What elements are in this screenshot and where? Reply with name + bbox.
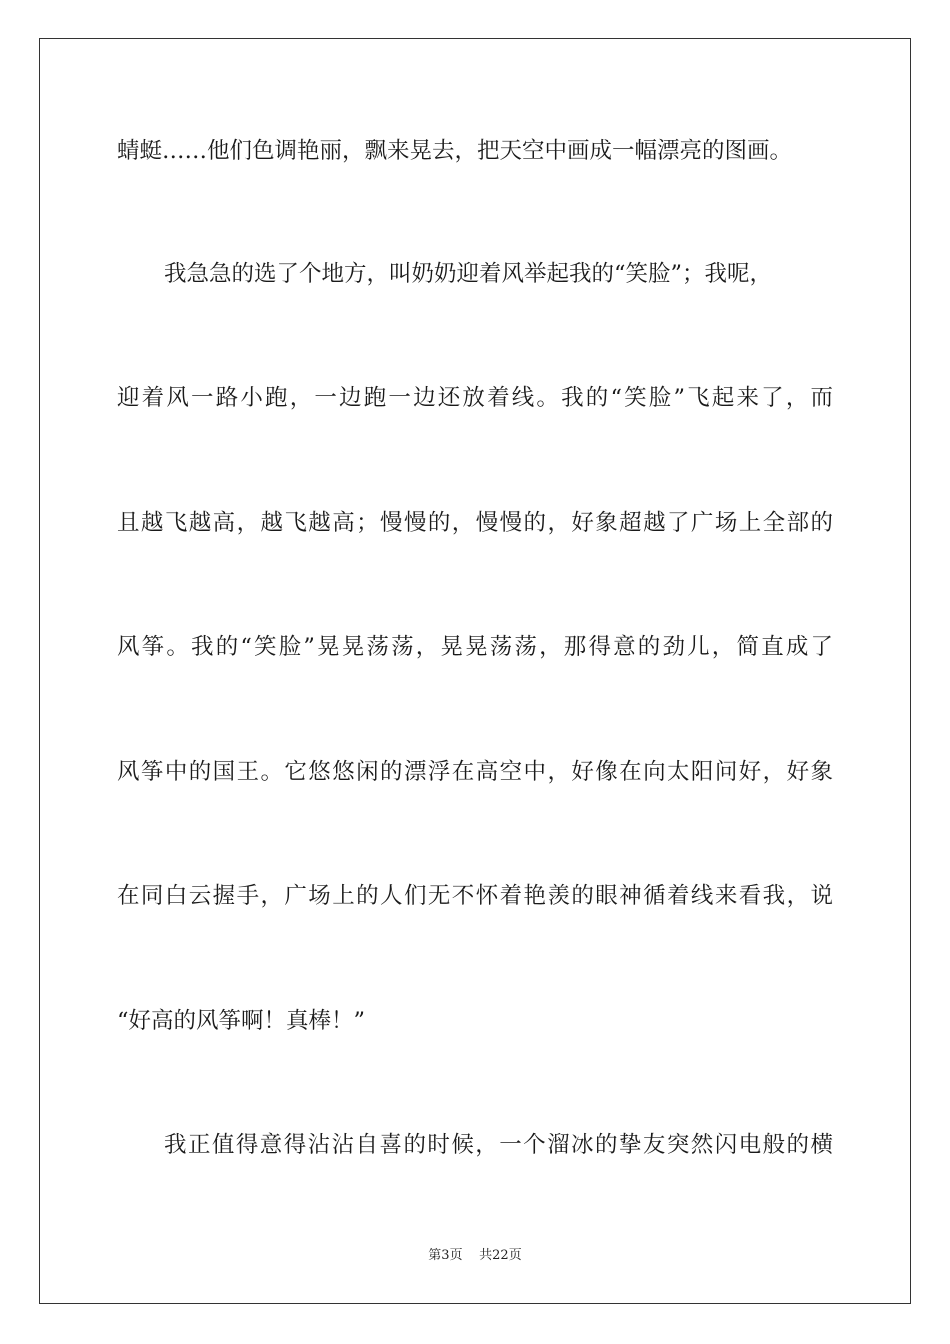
text-line-5: 风筝。我的“笑脸”晃晃荡荡，晃晃荡荡，那得意的劲儿，简直成了 xyxy=(117,634,833,660)
text-line-3: 迎着风一路小跑，一边跑一边还放着线。我的“笑脸”飞起来了，而 xyxy=(117,385,833,411)
text-line-6: 风筝中的国王。它悠悠闲的漂浮在高空中，好像在向太阳问好，好象 xyxy=(117,759,833,785)
footer-page-prefix: 第 xyxy=(428,1248,442,1263)
page-footer xyxy=(0,1247,950,1265)
text-line-4: 且越飞越高，越飞越高；慢慢的，慢慢的，好象超越了广场上全部的 xyxy=(117,510,833,536)
text-line-8: “好高的风筝啊！真棒！” xyxy=(117,1008,366,1034)
text-line-9: 我正值得意得沾沾自喜的时候，一个溜冰的挚友突然闪电般的横 xyxy=(164,1132,833,1158)
page-border xyxy=(39,38,911,1304)
footer-total-pages: 22 xyxy=(492,1248,509,1263)
text-line-2: 我急急的选了个地方，叫奶奶迎着风举起我的“笑脸”；我呢， xyxy=(164,261,773,287)
text-line-1: 蜻蜓……他们色调艳丽，飘来晃去，把天空中画成一幅漂亮的图画。 xyxy=(117,138,793,164)
footer-total-prefix: 共 xyxy=(479,1248,493,1263)
footer-page-suffix: 页 xyxy=(449,1248,463,1263)
text-line-7: 在同白云握手，广场上的人们无不怀着艳羡的眼神循着线来看我，说 xyxy=(117,883,833,909)
footer-page-number: 3 xyxy=(441,1248,450,1263)
footer-total-suffix: 页 xyxy=(508,1248,522,1263)
